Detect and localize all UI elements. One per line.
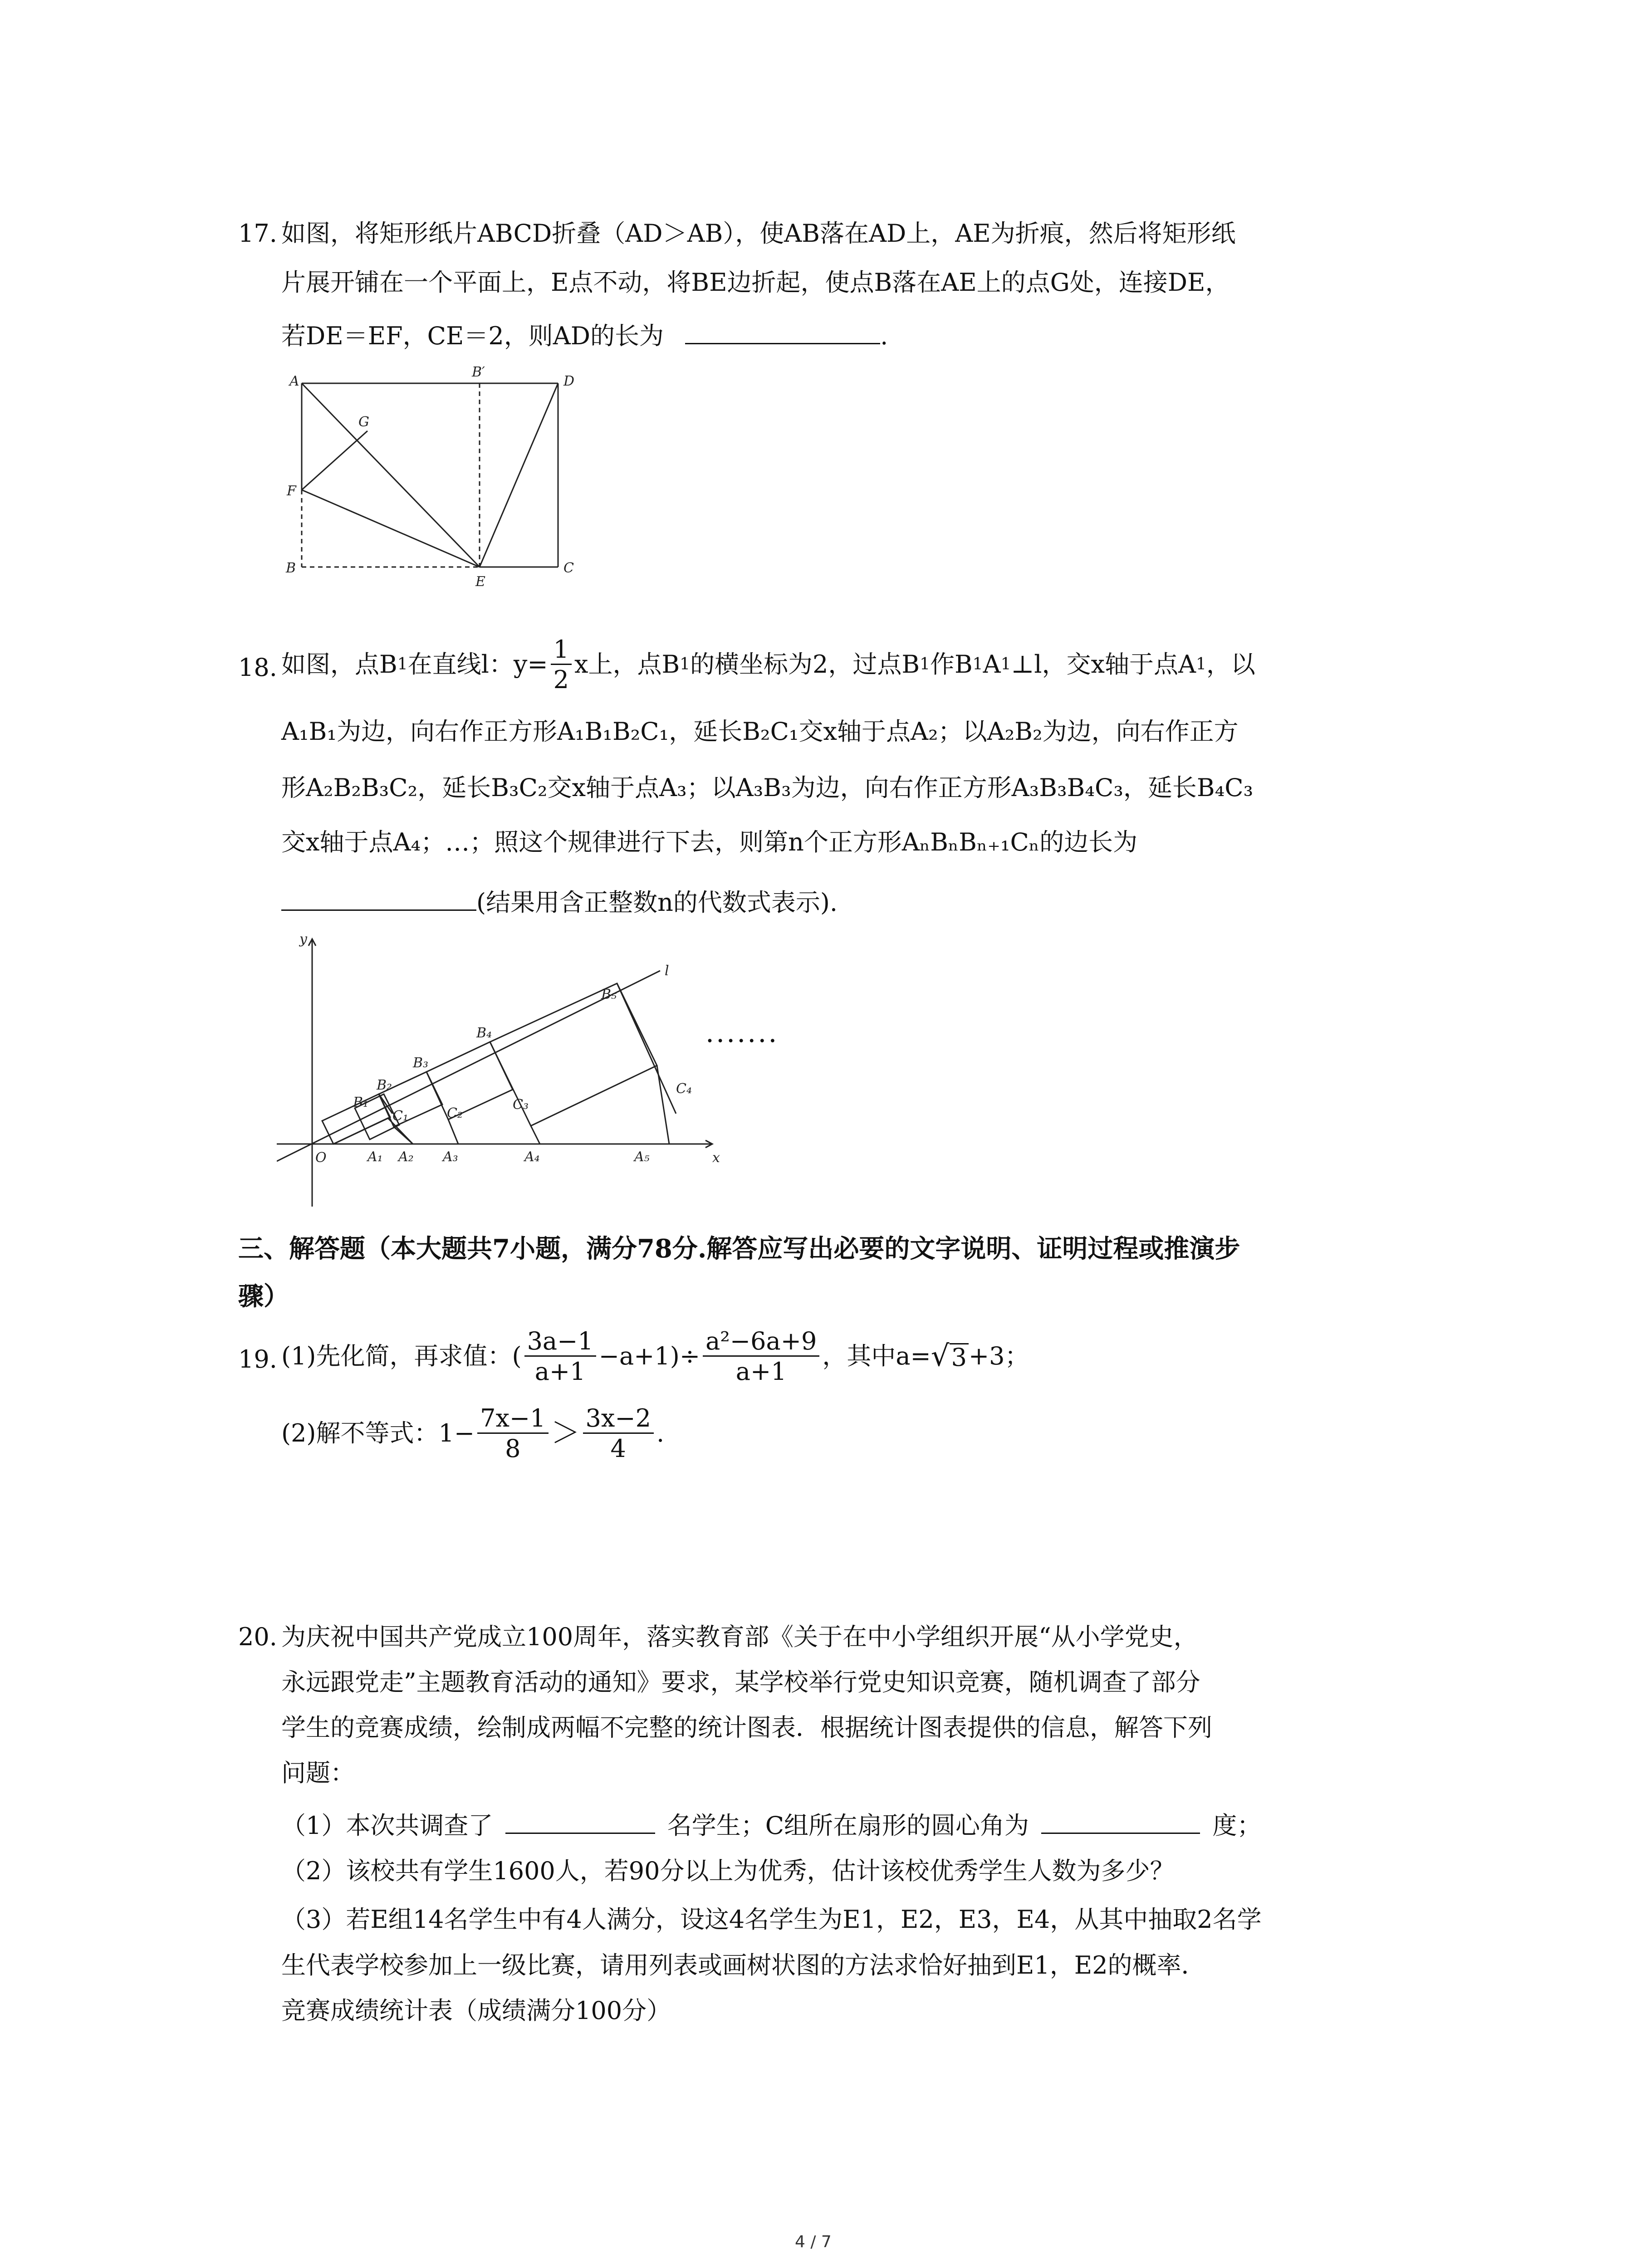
q19-number: 19.	[238, 1345, 277, 1374]
q17-label-G: G	[358, 414, 369, 430]
section3-heading-line2: 骤）	[238, 1281, 289, 1311]
q18-label-A5: A₅	[634, 1149, 650, 1165]
q18-fraction	[551, 637, 572, 692]
q19-p1-sqrt-value: 3	[950, 1343, 969, 1370]
q18-label-C3: C₃	[513, 1097, 529, 1113]
q18-label-B5: B₅	[601, 987, 617, 1002]
q18-label-O: O	[315, 1150, 327, 1166]
q20-s1c: 度；	[1212, 1811, 1262, 1840]
q20-text-line3: 学生的竞赛成绩，绘制成两幅不完整的统计图表．根据统计图表提供的信息，解答下列	[281, 1713, 1212, 1742]
q19-p1-fraction1	[524, 1326, 596, 1386]
q19-p1b: −a+1)÷	[598, 1342, 700, 1370]
q17-question: 若DE＝EF，CE＝2，则AD的长为	[281, 322, 664, 350]
q17-label-E: E	[475, 574, 485, 590]
q18-label-x: x	[712, 1150, 720, 1166]
q17-answer-blank[interactable]	[685, 320, 880, 344]
q19-p1-f2-num: a²−6a+9	[703, 1329, 819, 1357]
q20-text-line2: 永远跟党走”主题教育活动的通知》要求，某学校举行党史知识竞赛，随机调查了部分	[281, 1668, 1200, 1696]
q18-label-A1: A₁	[367, 1149, 383, 1165]
q18-label-C2: C₂	[447, 1105, 463, 1121]
q18-l1d: 的横坐标为2，过点B	[690, 650, 920, 679]
q17-period: .	[880, 322, 888, 350]
q18-l1g: ⊥l，交x轴于点A	[1011, 650, 1196, 679]
q19-p2-fraction1	[477, 1403, 548, 1463]
q20-sub1	[281, 1810, 1261, 1838]
q18-label-B3: B₃	[413, 1055, 429, 1071]
q20-table-caption: 竞赛成绩统计表（成绩满分100分）	[281, 1996, 671, 2025]
q18-label-A4: A₄	[524, 1149, 540, 1165]
q18-l1a: 如图，点B	[281, 650, 397, 679]
q18-figure	[277, 930, 730, 1211]
q18-label-l: l	[665, 963, 669, 979]
q20-number: 20.	[238, 1623, 277, 1651]
sqrt-icon: √	[931, 1339, 950, 1373]
q17-label-Bprime: B′	[472, 364, 485, 380]
q20-students-blank[interactable]	[505, 1810, 655, 1834]
q20-sub3-line2: 生代表学校参加上一级比赛，请用列表或画树状图的方法求恰好抽到E1，E2的概率．	[281, 1951, 1206, 1980]
q18-note: (结果用含正整数n的代数式表示).	[476, 888, 838, 917]
q18-continuation-dots: ·······	[705, 1025, 779, 1057]
q17-label-D: D	[563, 373, 575, 389]
q20-s1b: 名学生；C组所在扇形的圆心角为	[667, 1811, 1029, 1840]
q19-p2-f1-num: 7x−1	[477, 1406, 548, 1434]
q17-label-B: B	[286, 560, 296, 576]
q18-label-A2: A₂	[398, 1149, 414, 1165]
q18-label-B2: B₂	[377, 1077, 392, 1093]
q18-text-line2: A₁B₁为边，向右作正方形A₁B₁B₂C₁，延长B₂C₁交x轴于点A₂；以A₂B₂为边，向右作正方	[281, 717, 1239, 746]
q18-label-y: y	[299, 931, 307, 947]
q17-label-C: C	[563, 560, 574, 576]
q18-label-C1: C₁	[392, 1108, 408, 1124]
q20-angle-blank[interactable]	[1041, 1810, 1200, 1834]
q17-text-line2: 片展开铺在一个平面上，E点不动，将BE边折起，使点B落在AE上的点G处，连接DE，	[281, 268, 1230, 297]
q17-figure	[281, 363, 608, 590]
q19-p2b: ＞	[551, 1417, 580, 1450]
q17-text-line1: 如图，将矩形纸片ABCD折叠（AD＞AB），使AB落在AD上，AE为折痕，然后将矩形纸	[281, 219, 1236, 248]
q18-answer-blank[interactable]	[281, 887, 476, 911]
q18-number: 18.	[238, 653, 277, 682]
q18-frac-num: 1	[551, 637, 572, 665]
q18-text-line5	[281, 887, 838, 915]
q20-s1a: （1）本次共调查了	[281, 1811, 493, 1840]
q20-sub3-line1: （3）若E组14名学生中有4人满分，设这4名学生为E1，E2，E3，E4，从其中抽取2名学	[281, 1905, 1262, 1934]
q18-text-line3: 形A₂B₂B₃C₂，延长B₃C₂交x轴于点A₃；以A₃B₃为边，向右作正方形A₃B₃B₄C₃，延长B₄C₃	[281, 773, 1254, 802]
q19-p2-fraction2	[583, 1403, 654, 1463]
q19-p1a: (1)先化简，再求值：(	[281, 1342, 522, 1370]
q18-label-B4: B₄	[476, 1025, 492, 1041]
q19-p1-f1-num: 3a−1	[524, 1329, 596, 1357]
q19-p1-f1-den: a+1	[534, 1357, 586, 1386]
q18-frac-den: 2	[553, 665, 569, 694]
q19-p1c: ，其中a=	[822, 1342, 931, 1370]
q18-text-line1: 如图，点B 1 在直线l：y= $\frac{1}{2}$ x上，点B 1 的横坐标为2，过点B 1 作B 1 A 1 ⊥l，交x轴于点A 1 ，以	[281, 635, 1255, 694]
q18-label-C4: C₄	[676, 1081, 692, 1097]
q18-l1h: ，以	[1206, 650, 1255, 679]
q19-part1	[281, 1322, 1029, 1390]
q17-label-A: A	[289, 373, 299, 389]
q18-l1b: 在直线l：y=	[407, 650, 548, 679]
q18-l1f: A	[983, 650, 1001, 679]
q17-text-line3	[281, 320, 888, 348]
q20-text-line1: 为庆祝中国共产党成立100周年，落实教育部《关于在中小学组织开展“从小学党史，	[281, 1623, 1198, 1651]
q19-part2	[281, 1399, 664, 1467]
q19-p2c: .	[656, 1419, 665, 1447]
q18-l1e: 作B	[930, 650, 973, 679]
q19-p1d: +3；	[968, 1342, 1029, 1370]
q19-p2-f1-den: 8	[505, 1434, 521, 1463]
q19-p1-fraction2	[703, 1326, 819, 1386]
q19-p2a: (2)解不等式：1−	[281, 1419, 475, 1447]
page-number: 4 / 7	[795, 2233, 832, 2251]
q18-text-line4: 交x轴于点A₄；…；照这个规律进行下去，则第n个正方形AₙBₙBₙ₊₁Cₙ的边长为	[281, 828, 1138, 856]
q18-label-A3: A₃	[443, 1149, 458, 1165]
q18-l1c: x上，点B	[574, 650, 680, 679]
q19-p1-f2-den: a+1	[735, 1357, 787, 1386]
q18-label-B1: B₁	[353, 1095, 369, 1110]
q17-label-F: F	[287, 483, 296, 499]
section3-heading-line1: 三、解答题（本大题共7小题，满分78分.解答应写出必要的文字说明、证明过程或推演步	[238, 1234, 1240, 1264]
q19-p2-f2-num: 3x−2	[583, 1406, 654, 1434]
q19-p2-f2-den: 4	[610, 1434, 626, 1463]
q20-text-line4: 问题：	[281, 1759, 355, 1787]
q17-number: 17.	[238, 219, 277, 248]
q20-sub2: （2）该校共有学生1600人，若90分以上为优秀，估计该校优秀学生人数为多少？	[281, 1857, 1175, 1885]
